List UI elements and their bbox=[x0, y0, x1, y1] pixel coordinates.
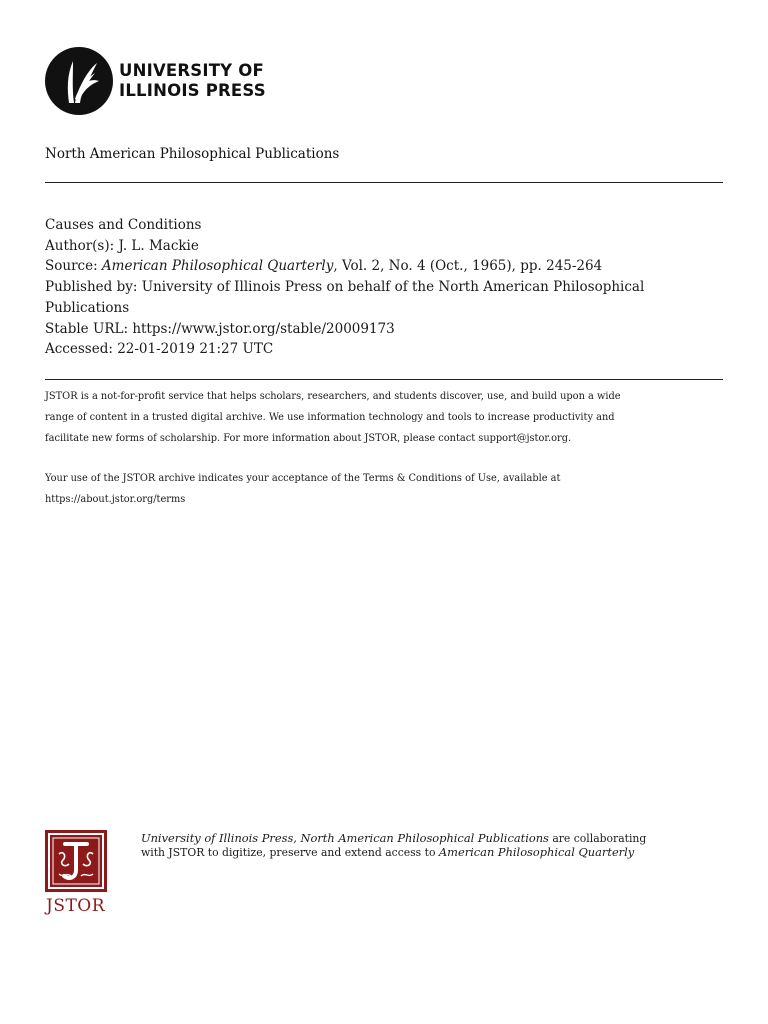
divider-bottom bbox=[45, 379, 723, 380]
terms-notice bbox=[45, 468, 725, 510]
jstor-wordmark: JSTOR bbox=[46, 896, 106, 916]
citation-block bbox=[45, 215, 725, 360]
stable-url-line bbox=[45, 319, 725, 340]
stable-url-label: Stable URL: bbox=[45, 320, 133, 337]
stable-url-link[interactable]: https://www.jstor.org/stable/20009173 bbox=[132, 320, 395, 337]
published-by-value: University of Illinois Press on behalf of the North American Philosophical bbox=[141, 279, 645, 296]
notice-line-2: range of content in a trusted digital archive. We use information technology and tools to increase productivity and bbox=[45, 412, 615, 423]
authors-value: J. L. Mackie bbox=[118, 237, 199, 254]
collaboration-statement bbox=[141, 832, 741, 859]
illinois-press-leaf-icon bbox=[45, 47, 113, 115]
terms-link[interactable]: https://about.jstor.org/terms bbox=[45, 494, 186, 505]
publisher-name-line2: ILLINOIS PRESS bbox=[119, 81, 266, 100]
source-journal: American Philosophical Quarterly bbox=[101, 258, 334, 275]
collab-line-1 bbox=[141, 832, 741, 846]
authors-label: Author(s): bbox=[45, 237, 119, 254]
authors-line bbox=[45, 236, 725, 257]
article-title: Causes and Conditions bbox=[45, 217, 202, 233]
jstor-notice bbox=[45, 386, 725, 449]
collab-text-1: are collaborating bbox=[548, 832, 647, 845]
accessed-line bbox=[45, 339, 725, 360]
source-label: Source: bbox=[45, 258, 102, 275]
jstor-logo bbox=[45, 830, 109, 922]
jstor-seal-icon bbox=[45, 830, 107, 892]
publisher-name-line1: UNIVERSITY OF bbox=[119, 61, 264, 80]
divider-top bbox=[45, 182, 723, 183]
source-line bbox=[45, 256, 725, 277]
accessed-label: Accessed: bbox=[45, 341, 118, 358]
university-of-illinois-press-logo bbox=[45, 45, 275, 117]
collab-text-2: with JSTOR to digitize, preserve and extend access to bbox=[141, 845, 439, 859]
source-details: , Vol. 2, No. 4 (Oct., 1965), pp. 245-264 bbox=[333, 258, 603, 275]
series-title: North American Philosophical Publications bbox=[45, 146, 340, 162]
terms-line-1: Your use of the JSTOR archive indicates your acceptance of the Terms & Conditions of Use, available at bbox=[45, 473, 561, 484]
notice-line-1: JSTOR is a not-for-profit service that helps scholars, researchers, and students discover, use, and build upon a wide bbox=[45, 391, 621, 402]
publisher-name bbox=[119, 61, 266, 101]
notice-line-3: facilitate new forms of scholarship. For more information about JSTOR, please contact support@jstor.org. bbox=[45, 433, 572, 444]
collab-journal: American Philosophical Quarterly bbox=[438, 844, 635, 859]
published-by-label: Published by: bbox=[45, 279, 142, 296]
published-by-line bbox=[45, 277, 725, 298]
published-by-line-2: Publications bbox=[45, 299, 130, 316]
collab-publishers: University of Illinois Press, North American Philosophical Publications bbox=[141, 831, 549, 845]
collab-line-2 bbox=[141, 846, 741, 860]
accessed-value: 22-01-2019 21:27 UTC bbox=[117, 341, 274, 358]
